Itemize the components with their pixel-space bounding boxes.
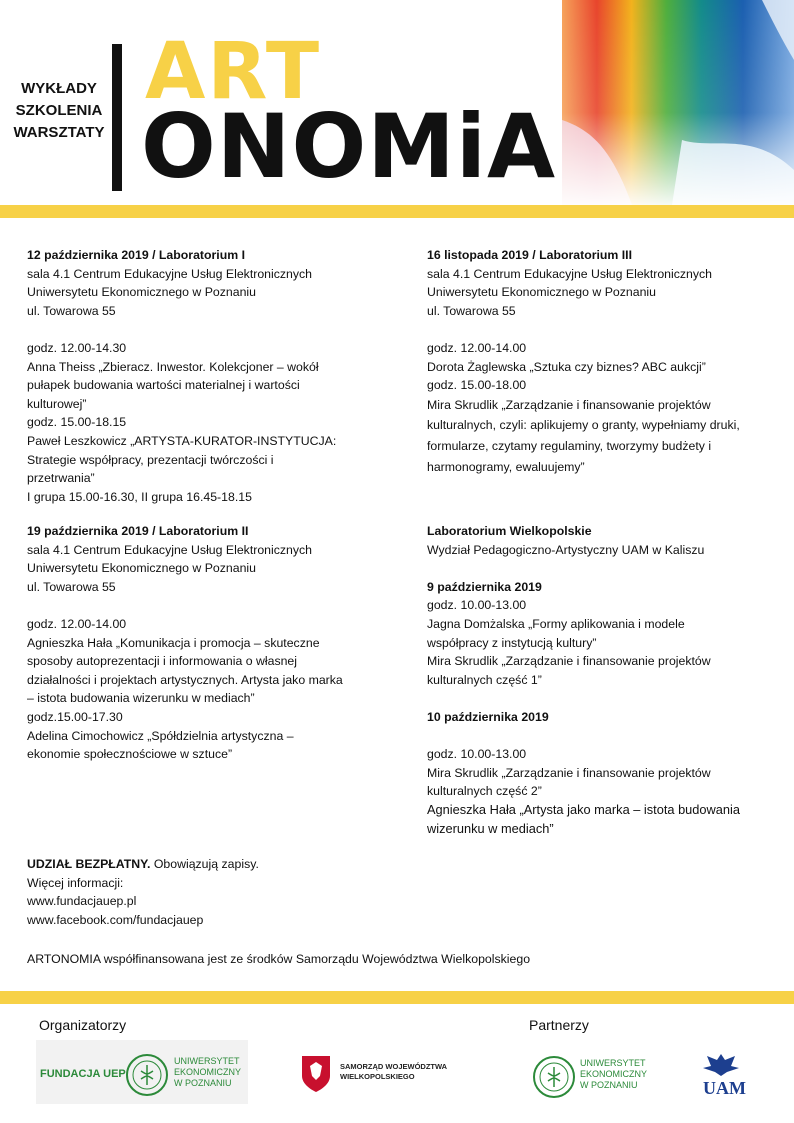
lab3-section — [427, 246, 777, 477]
ue-line: EKONOMICZNY — [580, 1069, 648, 1079]
uam-logo-text: UAM — [703, 1078, 746, 1098]
lab3-body-line: Dorota Żaglewska „Sztuka czy biznes? ABC aukcji” — [427, 359, 706, 374]
wlkp-day1-line: kulturalnych część 1” — [427, 672, 542, 687]
lab3-body-line: godz. 15.00-18.00 — [427, 378, 527, 393]
paint-strokes-image — [562, 0, 794, 205]
wlkp-day1-title: 9 października 2019 — [427, 579, 542, 594]
partners-label: Partnerzy — [529, 1017, 589, 1033]
lab3-body-line: Mira Skrudlik „Zarządzanie i finansowanie projektów — [427, 397, 711, 412]
organizers-label: Organizatorzy — [39, 1017, 127, 1033]
ue-emblem-icon — [125, 1053, 169, 1102]
lab3-location-line: Uniwersytetu Ekonomicznego w Poznaniu — [427, 285, 656, 300]
facebook-link[interactable]: www.facebook.com/fundacjauep — [27, 912, 204, 927]
lab3-body-line: harmonogramy, ewaluujemy” — [427, 459, 585, 474]
wlkp-day2-line: kulturalnych część 2” — [427, 784, 542, 799]
lab2-body-line: sposoby autoprezentacji i informowania o własnej — [27, 654, 297, 669]
lab2-body-line: Agnieszka Hała „Komunikacja i promocja – skuteczne — [27, 635, 320, 650]
lab2-location-line: Uniwersytetu Ekonomicznego w Poznaniu — [27, 561, 256, 576]
lab3-location-line: ul. Towarowa 55 — [427, 303, 516, 318]
samorzad-line: WIELKOPOLSKIEGO — [340, 1072, 415, 1081]
lab1-section — [27, 246, 387, 506]
tagline-line: SZKOLENIA — [15, 102, 103, 119]
wlkp-subtitle: Wydział Pedagogiczno-Artystyczny UAM w Kaliszu — [427, 542, 705, 557]
lab1-body-line: kulturowej” — [27, 396, 87, 411]
wlkp-day2-line: godz. 10.00-13.00 — [427, 747, 527, 762]
footer-info — [27, 855, 527, 929]
lab1-title: 12 października 2019 / Laboratorium I — [27, 248, 246, 262]
lab2-section — [27, 522, 387, 764]
wlkp-day1-line: współpracy z instytucją kultury” — [427, 635, 597, 650]
lab3-body-line: kulturalnych, czyli: aplikujemy o granty, wypełniamy druki, — [427, 418, 740, 433]
bottom-yellow-band — [0, 991, 794, 1004]
lab1-location-line: sala 4.1 Centrum Edukacyjne Usług Elektronicznych — [27, 266, 313, 281]
lab1-body-line: Paweł Leszkowicz „ARTYSTA-KURATOR-INSTYTUCJA: — [27, 433, 337, 448]
ue-line: W POZNANIU — [580, 1080, 638, 1090]
lab3-location-line: sala 4.1 Centrum Edukacyjne Usług Elektronicznych — [427, 266, 713, 281]
lab2-body-line: działalności i projektach artystycznych. Artysta jako marka — [27, 672, 343, 687]
wlkp-day1-line: Mira Skrudlik „Zarządzanie i finansowanie projektów — [427, 654, 711, 669]
wlkp-day2-line: Agnieszka Hała „Artysta jako marka – istota budowania — [427, 801, 740, 817]
lab3-body-line: godz. 12.00-14.00 — [427, 340, 527, 355]
lab2-body-line: – istota budowania wizerunku w mediach” — [27, 691, 255, 706]
ue-logo-text — [174, 1056, 241, 1089]
ue-line: UNIWERSYTET — [174, 1056, 240, 1066]
wlkp-day1-line: godz. 10.00-13.00 — [427, 598, 527, 613]
top-yellow-band — [0, 205, 794, 218]
lab2-body-line: godz. 12.00-14.00 — [27, 616, 127, 631]
lab2-body-line: godz.15.00-17.30 — [27, 709, 123, 724]
fundacja-uep-logo: FUNDACJA UEP — [40, 1068, 126, 1080]
tagline-line: WYKŁADY — [21, 80, 97, 97]
lab2-body-line: ekonomie społecznościowe w sztuce” — [27, 747, 233, 762]
wlkp-title: Laboratorium Wielkopolskie — [427, 524, 592, 538]
lab3-title: 16 listopada 2019 / Laboratorium III — [427, 248, 633, 262]
header-tagline — [0, 78, 118, 144]
lab1-body-line: przetrwania” — [27, 471, 95, 486]
tagline-line: WARSZTATY — [13, 124, 105, 141]
ue-line: W POZNANIU — [174, 1078, 232, 1088]
free-entry-rest: Obowiązują zapisy. — [150, 857, 259, 871]
free-entry-bold: UDZIAŁ BEZPŁATNY. — [27, 857, 151, 871]
funding-note: ARTONOMIA współfinansowana jest ze środków Samorządu Województwa Wielkopolskiego — [27, 952, 531, 966]
more-info-label: Więcej informacji: — [27, 875, 124, 890]
lab2-location-line: sala 4.1 Centrum Edukacyjne Usług Elektronicznych — [27, 542, 313, 557]
samorzad-crest-icon — [300, 1054, 332, 1099]
wlkp-day2-line: wizerunku w mediach” — [427, 820, 554, 836]
samorzad-line: SAMORZĄD WOJEWÓDZTWA — [340, 1062, 448, 1071]
website-link[interactable]: www.fundacjauep.pl — [27, 894, 137, 909]
logo-art: ART — [145, 27, 322, 117]
partner-ue-logo-text — [580, 1058, 647, 1091]
lab1-body-line: I grupa 15.00-16.30, II grupa 16.45-18.15 — [27, 489, 252, 504]
header-divider — [112, 44, 122, 191]
free-entry-line — [27, 855, 527, 874]
lab1-body-line: pułapek budowania wartości materialnej i wartości — [27, 378, 300, 393]
ue-line: EKONOMICZNY — [174, 1067, 242, 1077]
lab1-location-line: Uniwersytetu Ekonomicznego w Poznaniu — [27, 285, 256, 300]
wlkp-day1-line: Jagna Domżalska „Formy aplikowania i modele — [427, 616, 685, 631]
lab3-body-line: formularze, czytamy regulaminy, tworzymy budżety i — [427, 438, 712, 453]
lab1-body-line: godz. 15.00-18.15 — [27, 415, 127, 430]
lab2-body-line: Adelina Cimochowicz „Spółdzielnia artystyczna – — [27, 728, 294, 743]
lab2-location-line: ul. Towarowa 55 — [27, 579, 116, 594]
wlkp-section — [427, 522, 787, 838]
lab1-body-line: godz. 12.00-14.30 — [27, 340, 127, 355]
partner-ue-emblem-icon — [532, 1055, 576, 1104]
lab1-body-line: Strategie współpracy, prezentacji twórczości i — [27, 452, 274, 467]
ue-line: UNIWERSYTET — [580, 1058, 646, 1068]
wlkp-day2-title: 10 października 2019 — [427, 709, 549, 724]
wlkp-day2-line: Mira Skrudlik „Zarządzanie i finansowanie projektów — [427, 765, 711, 780]
lab1-body-line: Anna Theiss „Zbieracz. Inwestor. Kolekcjoner – wokół — [27, 359, 319, 374]
lab1-location-line: ul. Towarowa 55 — [27, 303, 116, 318]
logo-onomia: ONOMiA — [141, 95, 557, 198]
lab2-title: 19 października 2019 / Laboratorium II — [27, 524, 249, 538]
samorzad-logo-text — [340, 1062, 447, 1082]
